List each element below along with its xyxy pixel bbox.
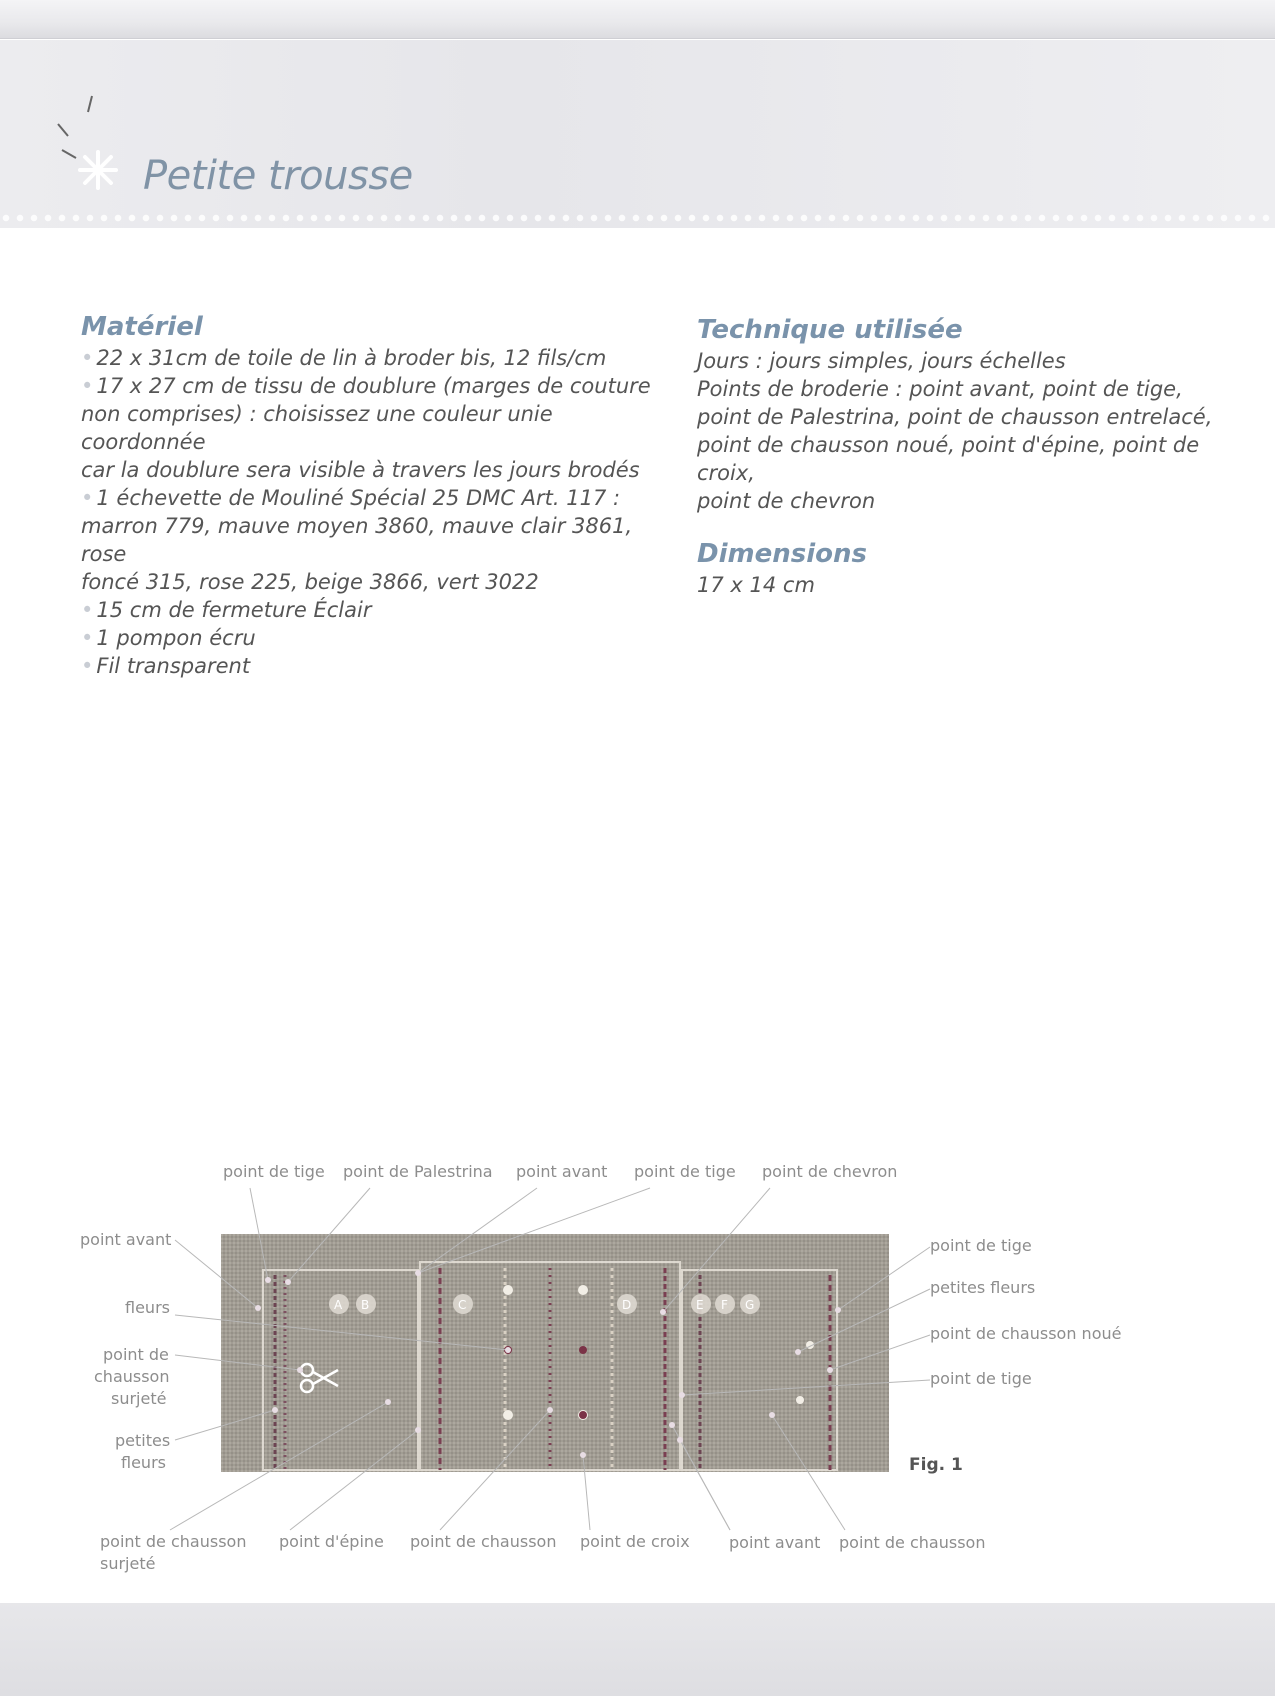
marker-e: E [696,1298,704,1312]
callout-label: point de chausson noué [930,1324,1122,1343]
list-item: • 1 pompon écru [81,626,256,650]
list-item: • 22 x 31cm de toile de lin à broder bis, 12 fils/cm [81,346,607,370]
callout-label: point d'épine [279,1532,384,1551]
callout-label: point de tige [223,1162,325,1181]
marker-f: F [721,1298,728,1312]
list-item: • 1 échevette de Mouliné Spécial 25 DMC Art. 117 : marron 779, mauve moyen 3860, mauve clair 3861, rose foncé 315, rose 225, beige 3866, vert 3022 [81,486,633,594]
callout-label: point de Palestrina [343,1162,493,1181]
technique-line: Jours : jours simples, jours échelles [697,349,1066,373]
callout-label: fleurs [125,1298,170,1317]
materiel-heading: Matériel [81,312,203,342]
marker-d: D [622,1298,632,1312]
technique-heading: Technique utilisée [697,315,963,345]
callout-label: point avant [80,1230,172,1249]
marker-a: A [334,1298,343,1312]
technique-line: point de chausson noué, point d'épine, point de croix, [697,433,1200,485]
callout-label: point avant [516,1162,608,1181]
callout-label: point de croix [580,1532,690,1551]
callout-label: point de chausson [410,1532,557,1551]
callout-label: point de tige [634,1162,736,1181]
dimensions-value: 17 x 14 cm [697,573,815,597]
list-item: • 17 x 27 cm de tissu de doublure (marges de couture non comprises) : choisissez une couleur unie coordonnée car la doublure sera visible à travers les jours brodés [81,374,651,482]
callout-label: point avant [729,1533,821,1552]
callout-label: point de [103,1345,169,1364]
callout-label: surjeté [100,1554,156,1573]
list-item: • Fil transparent [81,654,251,678]
callout-label: point de chevron [762,1162,898,1181]
callout-label: petites [115,1431,171,1450]
callout-label: surjeté [111,1389,167,1408]
marker-c: C [458,1298,467,1312]
page-title: Petite trousse [143,153,413,199]
callout-label: fleurs [121,1453,166,1472]
technique-line: Points de broderie : point avant, point de tige, [697,377,1183,401]
figure-caption: Fig. 1 [909,1455,963,1475]
callout-label: chausson [94,1367,170,1386]
callout-label: point de tige [930,1369,1032,1388]
bottom-band [0,1603,1275,1696]
callout-label: point de chausson [839,1533,986,1552]
scissors-icon [301,1364,338,1392]
marker-g: G [745,1298,755,1312]
callout-label: petites fleurs [930,1278,1036,1297]
technique-line: point de chevron [697,489,876,513]
technique-line: point de Palestrina, point de chausson entrelacé, [697,405,1213,429]
callout-label: point de chausson [100,1532,247,1551]
list-item: • 15 cm de fermeture Éclair [81,598,372,622]
callout-label: point de tige [930,1236,1032,1255]
marker-b: B [361,1298,370,1312]
dimensions-heading: Dimensions [697,539,867,569]
